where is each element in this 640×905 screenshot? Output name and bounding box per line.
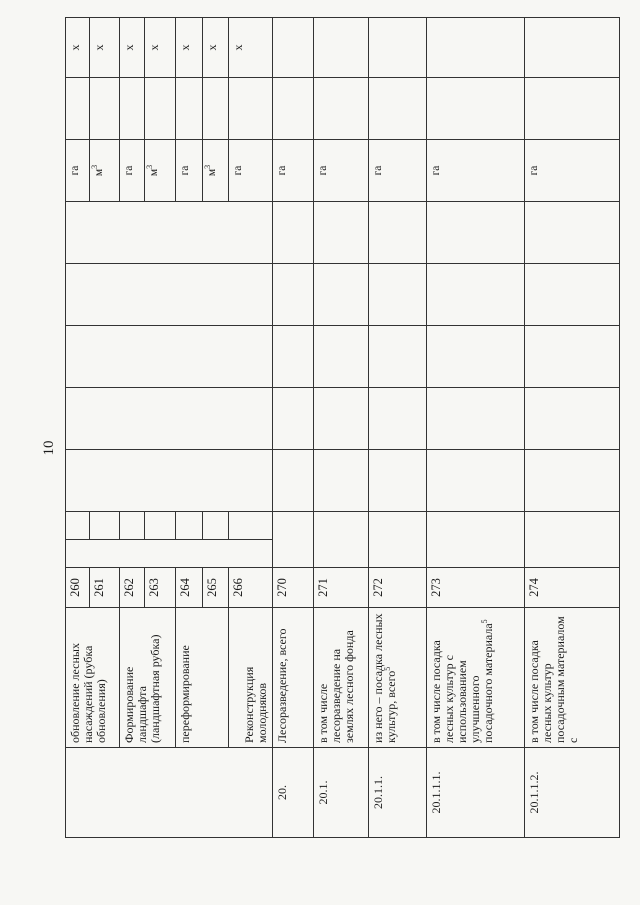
row-unit: га: [524, 140, 619, 202]
rotated-table-wrapper: [65, 28, 620, 838]
row-unit: $м^3$: [202, 140, 228, 202]
row-unit: га: [314, 140, 369, 202]
blank-cell: [273, 450, 314, 512]
row-code: 273: [427, 568, 524, 608]
blank-cell: [202, 78, 228, 140]
blank-cell: [427, 18, 524, 78]
row-unit: $м^3$: [144, 140, 175, 202]
blank-cell: [369, 388, 427, 450]
row-section-number: 20.1.1.2.: [524, 748, 619, 838]
row-x-mark: х: [228, 18, 273, 78]
row-code: 260: [66, 568, 90, 608]
blank-cell: [427, 512, 524, 568]
blank-cell: [202, 512, 228, 540]
row-code: 263: [144, 568, 175, 608]
blank-cell: [273, 388, 314, 450]
row-x-mark: х: [89, 18, 119, 78]
row-name: из него – посадка лесных культур, всего$^5$: [369, 608, 427, 748]
row-section-number: 20.: [273, 748, 314, 838]
row-unit: га: [427, 140, 524, 202]
row-unit: $м^3$: [89, 140, 119, 202]
row-code: 271: [314, 568, 369, 608]
blank-cell: [314, 18, 369, 78]
row-unit: га: [66, 140, 90, 202]
row-unit: га: [369, 140, 427, 202]
blank-cell: [273, 264, 314, 326]
row-name: в том числе лесоразведение на землях лесного фонда: [314, 608, 369, 748]
table-row: [427, 18, 524, 838]
row-section-number: 20.1.1.: [369, 748, 427, 838]
blank-cell: [228, 512, 273, 540]
blank-cell: [524, 326, 619, 388]
blank-cell: [273, 326, 314, 388]
blank-cell: [524, 512, 619, 568]
row-unit: га: [175, 140, 202, 202]
row-section-number: 20.1.: [314, 748, 369, 838]
page-number: 10: [41, 440, 57, 456]
blank-cell: [427, 202, 524, 264]
rotated-table: [65, 28, 620, 838]
blank-cell: [369, 78, 427, 140]
blank-cell: [314, 388, 369, 450]
forestry-report-table: [65, 17, 620, 838]
row-unit: га: [228, 140, 273, 202]
blank-cell: [228, 78, 273, 140]
blank-cell: [314, 326, 369, 388]
blank-cell: [66, 388, 273, 450]
blank-cell: [427, 78, 524, 140]
table-row: [524, 18, 619, 838]
row-code: 274: [524, 568, 619, 608]
blank-cell: [524, 388, 619, 450]
section-cell: [66, 748, 273, 838]
row-x-mark: х: [175, 18, 202, 78]
blank-cell: [524, 264, 619, 326]
row-code: 266: [228, 568, 273, 608]
blank-cell: [89, 512, 119, 540]
blank-cell: [369, 326, 427, 388]
blank-cell: [89, 78, 119, 140]
blank-cell: [314, 202, 369, 264]
blank-cell: [369, 18, 427, 78]
blank-cell: [175, 78, 202, 140]
row-section-number: 20.1.1.1.: [427, 748, 524, 838]
blank-cell: [144, 78, 175, 140]
blank-cell: [119, 78, 144, 140]
row-name: Лесоразведение, всего: [273, 608, 314, 748]
table-row: [314, 18, 369, 838]
blank-cell: [524, 202, 619, 264]
blank-cell: [119, 512, 144, 540]
blank-cell: [144, 512, 175, 540]
blank-cell: [314, 512, 369, 568]
blank-cell: [66, 450, 273, 512]
blank-cell: [314, 78, 369, 140]
row-name: переформирование: [175, 608, 228, 748]
blank-cell: [524, 450, 619, 512]
row-code: 264: [175, 568, 202, 608]
row-x-mark: х: [202, 18, 228, 78]
row-code: 272: [369, 568, 427, 608]
blank-cell: [66, 78, 90, 140]
blank-cell: [427, 450, 524, 512]
row-code: 270: [273, 568, 314, 608]
blank-cell: [273, 202, 314, 264]
row-unit: га: [119, 140, 144, 202]
row-x-mark: х: [144, 18, 175, 78]
blank-cell: [273, 512, 314, 568]
row-x-mark: х: [66, 18, 90, 78]
blank-cell: [314, 450, 369, 512]
blank-cell: [175, 512, 202, 540]
blank-cell: [524, 78, 619, 140]
blank-cell: [66, 540, 273, 568]
blank-cell: [524, 18, 619, 78]
blank-cell: [273, 18, 314, 78]
row-code: 261: [89, 568, 119, 608]
table-row: [273, 18, 314, 838]
blank-cell: [66, 264, 273, 326]
table-row: [369, 18, 427, 838]
table-row: [66, 18, 90, 838]
blank-cell: [369, 450, 427, 512]
blank-cell: [369, 512, 427, 568]
blank-cell: [427, 264, 524, 326]
row-code: 265: [202, 568, 228, 608]
row-name: Формирование ландшафта (ландшафтная рубка): [119, 608, 175, 748]
blank-cell: [369, 264, 427, 326]
row-code: 262: [119, 568, 144, 608]
blank-cell: [369, 202, 427, 264]
row-name: обновление лесных насаждений (рубка обновления): [66, 608, 120, 748]
blank-cell: [314, 264, 369, 326]
blank-cell: [66, 512, 90, 540]
row-name: в том числе посадка лесных культур посадочным материалом с: [524, 608, 619, 748]
row-name: в том числе посадка лесных культур с использованием улучшенного посадочного материала$^5$: [427, 608, 524, 748]
blank-cell: [427, 326, 524, 388]
row-name: Реконструкция молодняков: [228, 608, 273, 748]
row-unit: га: [273, 140, 314, 202]
blank-cell: [427, 388, 524, 450]
row-x-mark: х: [119, 18, 144, 78]
blank-cell: [66, 326, 273, 388]
blank-cell: [66, 202, 273, 264]
blank-cell: [273, 78, 314, 140]
